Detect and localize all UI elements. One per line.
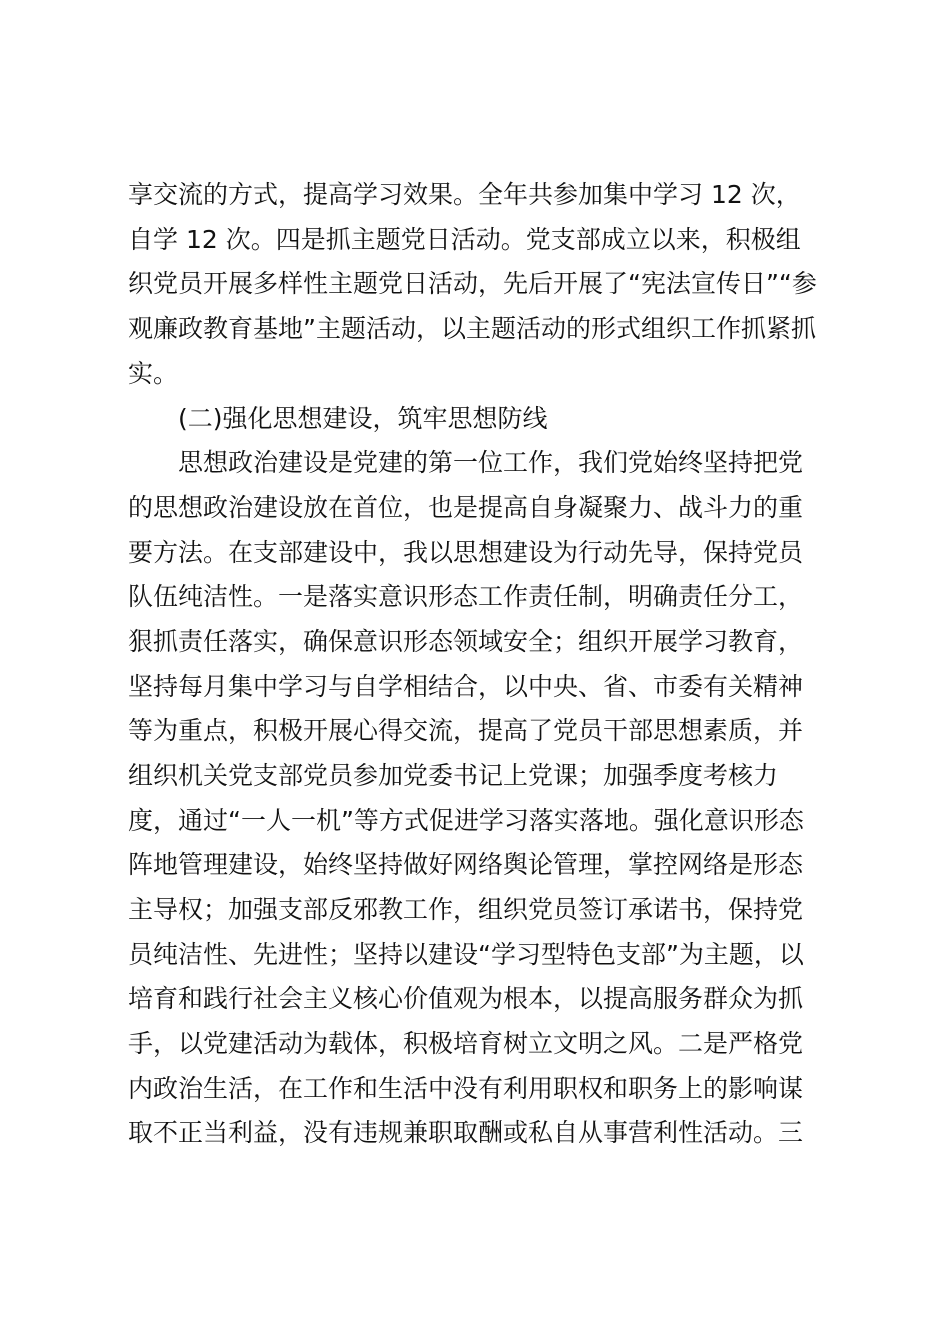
paragraph-line: 队伍纯洁性。一是落实意识形态工作责任制，明确责任分工， (128, 582, 804, 611)
paragraph-line: 实。 (128, 359, 179, 388)
paragraph-line: 坚持每月集中学习与自学相结合，以中央、省、市委有关精神 (128, 672, 804, 701)
paragraph-line: 要方法。在支部建设中，我以思想建设为行动先导，保持党员 (128, 538, 804, 567)
paragraph-line: 织党员开展多样性主题党日活动，先后开展了“宪法宣传日”“参 (128, 269, 817, 298)
paragraph-line: 培育和践行社会主义核心价值观为根本，以提高服务群众为抓 (128, 984, 804, 1013)
paragraph-line: 狠抓责任落实，确保意识形态领域安全；组织开展学习教育， (128, 627, 804, 656)
section-heading: (二)强化思想建设，筑牢思想防线 (178, 404, 548, 433)
paragraph-line: 的思想政治建设放在首位，也是提高自身凝聚力、战斗力的重 (128, 493, 804, 522)
paragraph-line: 取不正当利益，没有违规兼职取酬或私自从事营利性活动。三 (128, 1118, 804, 1147)
paragraph-line: 手，以党建活动为载体，积极培育树立文明之风。二是严格党 (128, 1029, 804, 1058)
paragraph-line: 内政治生活，在工作和生活中没有利用职权和职务上的影响谋 (128, 1074, 804, 1103)
paragraph-line: 主导权；加强支部反邪教工作，组织党员签订承诺书，保持党 (128, 895, 804, 924)
paragraph-line: 度，通过“一人一机”等方式促进学习落实落地。强化意识形态 (128, 806, 804, 835)
paragraph-line: 思想政治建设是党建的第一位工作，我们党始终坚持把党 (178, 448, 804, 477)
paragraph-line: 阵地管理建设，始终坚持做好网络舆论管理，掌控网络是形态 (128, 850, 804, 879)
paragraph-line: 等为重点，积极开展心得交流，提高了党员干部思想素质，并 (128, 716, 804, 745)
paragraph-line: 自学 12 次。四是抓主题党日活动。党支部成立以来，积极组 (128, 225, 801, 254)
paragraph-line: 享交流的方式，提高学习效果。全年共参加集中学习 12 次， (128, 180, 801, 209)
paragraph-line: 观廉政教育基地”主题活动，以主题活动的形式组织工作抓紧抓 (128, 314, 816, 343)
paragraph-line: 组织机关党支部党员参加党委书记上党课；加强季度考核力 (128, 761, 779, 790)
paragraph-line: 员纯洁性、先进性；坚持以建设“学习型特色支部”为主题，以 (128, 940, 804, 969)
